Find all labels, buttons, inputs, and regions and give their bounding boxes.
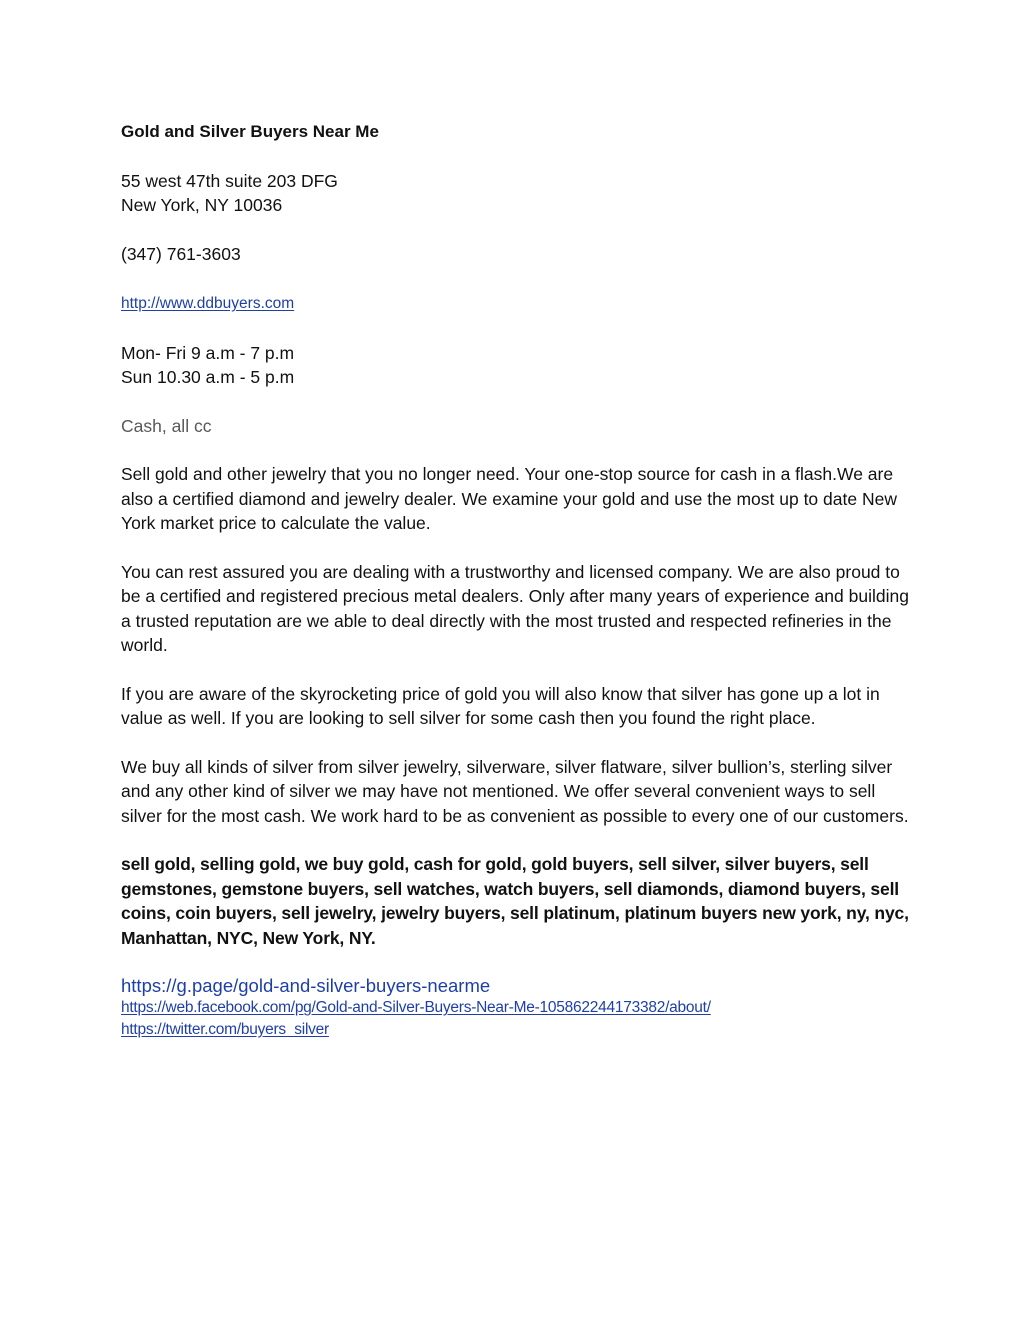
hours-weekday: Mon- Fri 9 a.m - 7 p.m xyxy=(121,342,295,363)
website-link[interactable]: http://www.ddbuyers.com xyxy=(121,295,295,312)
document-title: Gold and Silver Buyers Near Me xyxy=(121,122,379,141)
paragraph-silver-price: If you are aware of the skyrocketing price of gold you will also know that silver has gone up a lot in value as well. If you are looking to sell silver for some cash then you found the right place. xyxy=(121,683,880,728)
address-block xyxy=(121,169,911,218)
website-block xyxy=(121,290,911,317)
paragraph-silver-types: We buy all kinds of silver from silver jewelry, silverware, silver flatware, silver bullion’s, sterling silver and any other kind of silver we may have not mentioned. We offer several convenient ways to sell silver for the most cash. We work hard to be as convenient as possible to every one of our customers. xyxy=(121,756,909,826)
address-line-2: New York, NY 10036 xyxy=(121,195,283,215)
facebook-link[interactable]: https://web.facebook.com/pg/Gold-and-Silver-Buyers-Near-Me-105862244173382/about/ xyxy=(121,999,711,1016)
hours-block xyxy=(121,341,911,390)
address-line-1: 55 west 47th suite 203 DFG xyxy=(121,170,338,191)
google-page-link[interactable]: https://g.page/gold-and-silver-buyers-nearme xyxy=(121,975,491,996)
paragraph-trust: You can rest assured you are dealing with a trustworthy and licensed company. We are also proud to be a certified and registered precious metal dealers. Only after many years of experience and building a trusted reputation are we able to deal directly with the most trusted and respected refineries in the world. xyxy=(121,561,909,655)
keywords-paragraph: sell gold, selling gold, we buy gold, cash for gold, gold buyers, sell silver, silver buyers, sell gemstones, gemstone buyers, sell watches, watch buyers, sell diamonds, diamond buyers, sell coins, coin buyers, sell jewelry, jewelry buyers, sell platinum, platinum buyers new york, ny, nyc, Manhattan, NYC, New York, NY. xyxy=(121,854,909,948)
paragraph-intro: Sell gold and other jewelry that you no longer need. Your one-stop source for cash in a flash.We are also a certified diamond and jewelry dealer. We examine your gold and use the most up to date New York market price to calculate the value. xyxy=(121,464,897,533)
payment-methods: Cash, all cc xyxy=(121,415,212,436)
hours-sunday: Sun 10.30 a.m - 5 p.m xyxy=(121,367,295,387)
phone-number: (347) 761-3603 xyxy=(121,243,241,264)
links-block xyxy=(121,974,911,1041)
document-body xyxy=(121,120,911,1041)
twitter-link[interactable]: https://twitter.com/buyers_silver xyxy=(121,1021,329,1038)
